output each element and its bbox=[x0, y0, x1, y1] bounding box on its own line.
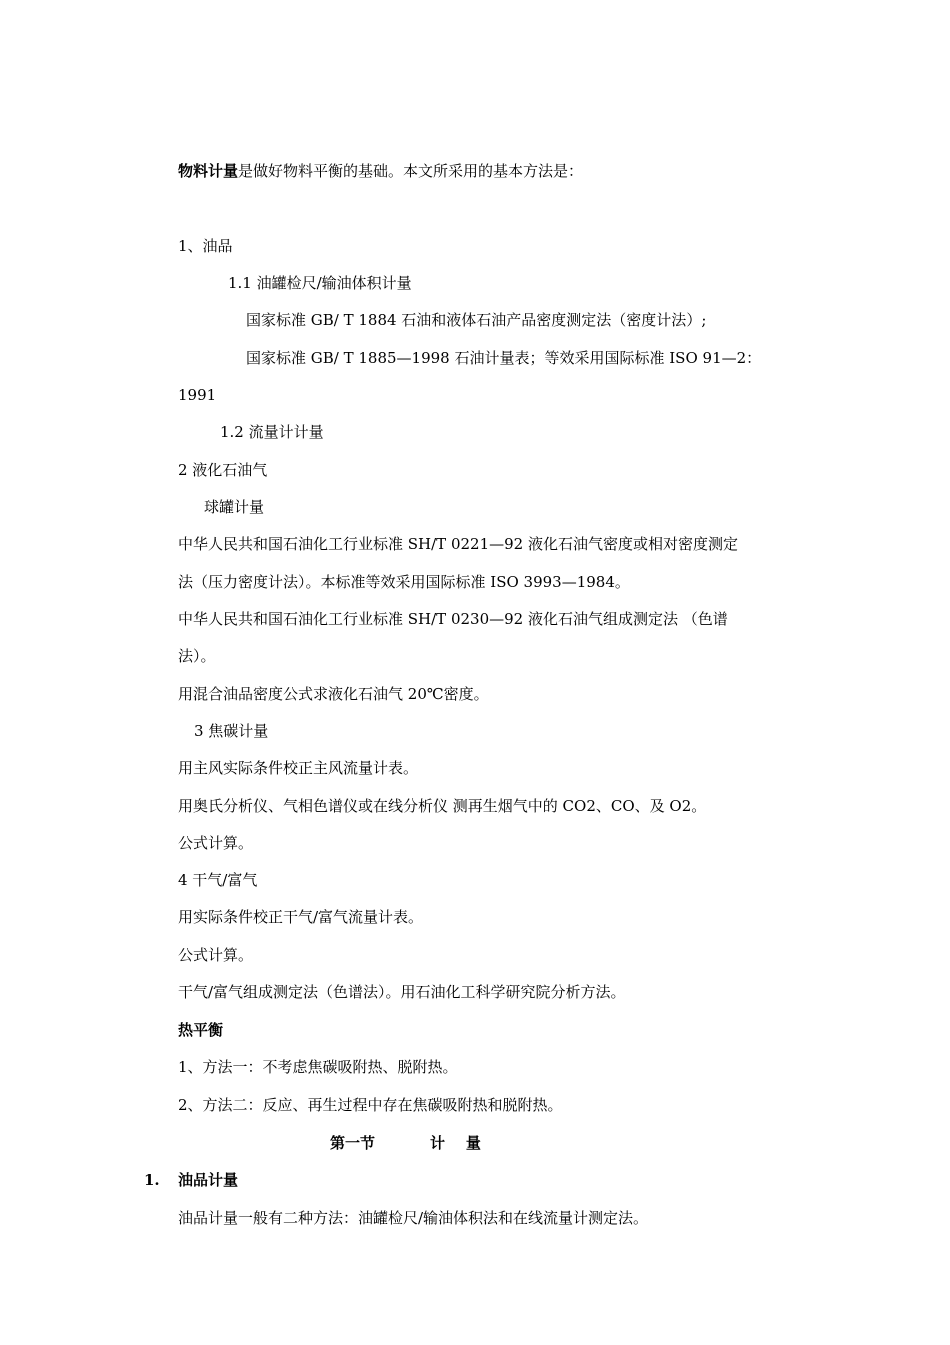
section-1-2-title: 1.2 流量计计量 bbox=[220, 423, 324, 441]
standard-gb-1884: 国家标准 GB/ T 1884 石油和液体石油产品密度测定法（密度计法）; bbox=[246, 311, 707, 329]
section-3-line3: 公式计算。 bbox=[178, 834, 254, 852]
section-heading-number: 第一节 bbox=[330, 1134, 376, 1152]
section-4-line1: 用实际条件校正干气/富气流量计表。 bbox=[178, 908, 424, 926]
section-heading-title: 计 量 bbox=[430, 1134, 481, 1152]
section-1-title: 1、油品 bbox=[178, 237, 233, 255]
standard-sh-0221-line1: 中华人民共和国石油化工行业标准 SH/T 0221—92 液化石油气密度或相对密度测定 bbox=[178, 535, 738, 553]
section-4-title: 4 干气/富气 bbox=[178, 871, 258, 889]
lpg-density-formula: 用混合油品密度公式求液化石油气 20℃密度。 bbox=[178, 685, 489, 703]
standard-sh-0230-line2: 法）。 bbox=[178, 647, 216, 665]
section-2-sub: 球罐计量 bbox=[204, 498, 265, 516]
standard-sh-0221-line2: 法（压力密度计法）。本标准等效采用国际标准 ISO 3993—1984。 bbox=[178, 573, 630, 591]
section-1-1-title: 1.1 油罐检尺/输油体积计量 bbox=[228, 274, 412, 292]
intro-text: 是做好物料平衡的基础。本文所采用的基本方法是： bbox=[238, 162, 584, 180]
heat-balance-title: 热平衡 bbox=[178, 1021, 224, 1039]
heat-method-2: 2、方法二：反应、再生过程中存在焦碳吸附热和脱附热。 bbox=[178, 1096, 563, 1114]
section-3-title: 3 焦碳计量 bbox=[194, 722, 269, 740]
standard-gb-1885-line2: 1991 bbox=[178, 386, 217, 404]
standard-gb-1885-line1: 国家标准 GB/ T 1885—1998 石油计量表；等效采用国际标准 ISO 91—2： bbox=[246, 349, 762, 367]
section-3-line1: 用主风实际条件校正主风流量计表。 bbox=[178, 759, 419, 777]
heat-method-1: 1、方法一：不考虑焦碳吸附热、脱附热。 bbox=[178, 1058, 458, 1076]
section-3-line2: 用奥氏分析仪、气相色谱仪或在线分析仪 测再生烟气中的 CO2、CO、及 O2。 bbox=[178, 797, 707, 815]
intro-line bbox=[178, 161, 583, 181]
oil-metering-title: 油品计量 bbox=[178, 1171, 239, 1189]
standard-sh-0230-line1: 中华人民共和国石油化工行业标准 SH/T 0230—92 液化石油气组成测定法 （色谱 bbox=[178, 610, 728, 628]
section-4-line3: 干气/富气组成测定法（色谱法）。用石油化工科学研究院分析方法。 bbox=[178, 983, 626, 1001]
section-2-title: 2 液化石油气 bbox=[178, 461, 268, 479]
intro-bold-term: 物料计量 bbox=[178, 162, 239, 180]
oil-metering-body: 油品计量一般有二种方法：油罐检尺/输油体积法和在线流量计测定法。 bbox=[178, 1209, 649, 1227]
section-4-line2: 公式计算。 bbox=[178, 946, 254, 964]
oil-metering-number: 1. bbox=[144, 1171, 160, 1189]
